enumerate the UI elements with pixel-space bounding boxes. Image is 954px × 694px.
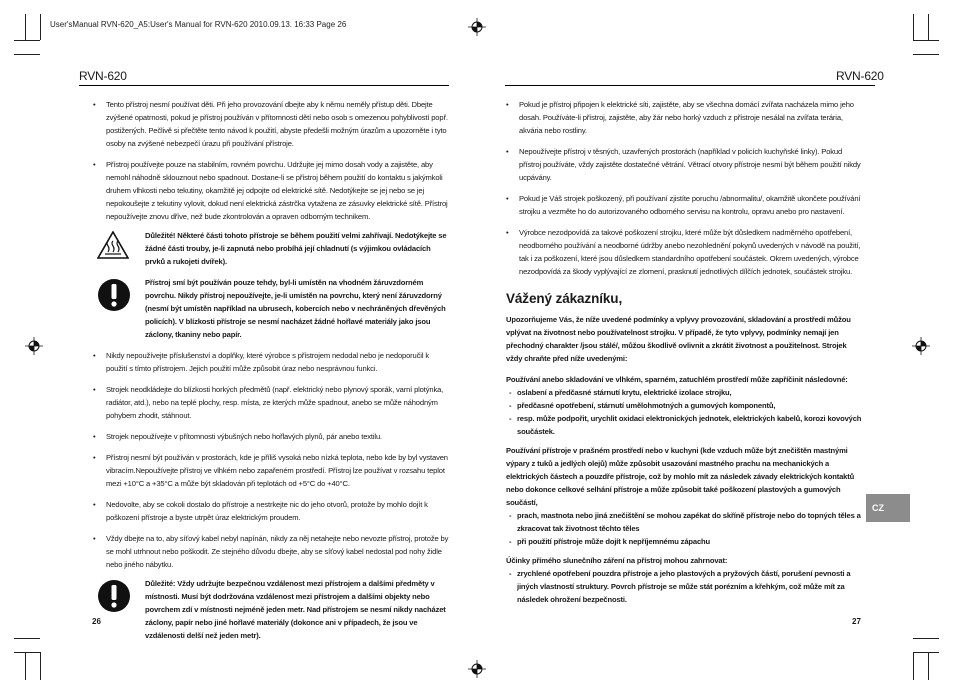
exclamation-icon [97, 278, 131, 312]
section-title: Vážený zákazníku, [506, 291, 623, 306]
list-item: • Nedovolte, aby se cokoli dostalo do přístroje a nestrkejte nic do jeho otvorů, protože by mohlo dojít k poškození přístroje a byste utrpět úraz elektrickým proudem. [93, 498, 451, 524]
crop-mark [40, 14, 41, 40]
crop-mark [913, 652, 939, 653]
crop-mark [25, 652, 26, 680]
right-page-body [506, 98, 864, 606]
list-item: • Strojek neodkládejte do blízkosti horkých předmětů (např. elektrický nebo plynový sporák, varní plotýnka, radiátor, atd.), nebo na teplé plochy, resp. místa, ze kterých může spadnout, anebo se může náhodným pohybem zhodit, stáhnout. [93, 383, 451, 422]
crop-mark [928, 14, 929, 40]
list-item: • Přístroj používejte pouze na stabilním, rovném povrchu. Udržujte jej mimo dosah vody a zajistěte, aby nemohl náhodně sklouznout nebo spadnout. Dostane-li se přístroj během použití do kontaktu s jakýmkoli druhem vlhkosti nebo tekutiny, okamžitě jej odpojte od elektrické sítě. Nedotýkejte se jej nebo se jej nepokoušejte z tekutiny vylovit, dokud není elektrická zástrčka vytažena ze zásuvky elektrické sítě. Přístroj nepoužívejte znovu dříve, než bude zkontrolován a opraven odborným technikem. [93, 158, 451, 223]
crop-mark [913, 54, 939, 55]
list-item: • Vždy dbejte na to, aby síťový kabel nebyl napínán, nikdy za něj netahejte nebo nevozte přístroj, protože by se mohl utrhnout nebo poškodit. Ze stejného důvodu dbejte, aby se síťový kabel nedostal pod nohy židle nebo jiného nábytku. [93, 532, 451, 571]
crop-mark [14, 40, 40, 41]
crop-mark [40, 652, 41, 680]
list-item: • Pokud je přístroj připojen k elektrické síti, zajistěte, aby se všechna domácí zvířata nacházela mimo jeho dosah. Používáte-li přístroj, zajistěte, aby žár nebo horký vzduch z přístroje nesálal na zvířata terária, akvária nebo rostliny. [506, 98, 864, 137]
warning-text: Důležité! Některé části tohoto přístroje se během použití velmi zahřívají. Nedotýkejte se žádné části trouby, je-li zapnutá nebo probíhá její chladnutí (s výjimkou ovládacích prvků a rukojeti dvířek). [145, 231, 447, 266]
crop-mark [913, 14, 914, 40]
exclamation-icon [97, 579, 131, 613]
crop-mark [913, 40, 939, 41]
list-item: - oslabení a předčasné stárnutí krytu, elektrické izolace strojku, [506, 386, 864, 399]
crop-mark [913, 638, 939, 639]
right-header-rule [505, 85, 875, 86]
list-item: - zrychlené opotřebení pouzdra přístroje a jeho plastových a pryžových částí, porušení pevnosti a jiných vlastností struktury. Povrch přístroje se může stát porézním a křehkým, což může mít za následek ohrožení bezpečnosti. [506, 567, 864, 606]
crop-mark [25, 14, 26, 40]
crop-mark [14, 54, 40, 55]
warning-hot-surface [97, 229, 451, 268]
crop-mark [14, 638, 40, 639]
page-number: 27 [852, 617, 861, 626]
warning-text: Důležité: Vždy udržujte bezpečnou vzdálenost mezi přístrojem a dalšími předměty v místnosti. Musí být dodržována vzdálenost mezi přístrojem a dalšími objekty nebo povrchem zdí v místnosti nejméně jeden metr. Nad přístrojem se nesmí nikdy nacházet záclony, papír nebo jiné hořlavé materiály (dokonce ani v případech, že jsou ve vzdálenosti delší než jeden metr). [145, 579, 446, 640]
language-tab-label: CZ [872, 503, 884, 513]
block-title: Používání přístroje v prašném prostředí nebo v kuchyni (kde vzduch může být znečištěn mastnými výpary z tuků a jedlých olejů) může způsobit usazování mastného prachu na mechanických a elektrických částech a pouzdře přístroje, což by mohlo mít za následek závady elektrických kontaktů nebo dokonce celkové selhání přístroje a může způsobit také poškození plastových a gumových součástí, [506, 446, 855, 507]
block-title: Účinky přímého slunečního záření na přístroj mohou zahrnovat: [506, 556, 728, 565]
warning-text: Přístroj smí být používán pouze tehdy, byl-li umístěn na vhodném žáruvzdorném povrchu. Nikdy přístroj nepoužívejte, je-li umístěn na povrchu, který není žáruvzdorný (nesmí být umístěn například na ubrusech, kobercích nebo v nechráněných dřevěných policích). V blízkosti přístroje se nesmí nacházet žádné hořlavé materiály jako jsou záclony, tkaniny nebo papír. [145, 278, 446, 339]
registration-mark-icon [912, 337, 930, 355]
list-item: • Nepoužívejte přístroj v těsných, uzavřených prostorách (například v policích kuchyňské linky). Pokud přístroj používáte, vždy zajistěte dostatečné větrání. Větrací otvory přístroje nesmí být během použití nikdy ucpávány. [506, 145, 864, 184]
block-title: Používání anebo skladování ve vlhkém, sparném, zatuchlém prostředí může zapříčinit následovné: [506, 375, 848, 384]
left-page-body [93, 98, 451, 650]
list-item: • Přístroj nesmí být používán v prostorách, kde je příliš vysoká nebo nízká teplota, nebo kde by byl vystaven vibracím.Nepoužívejte přístroj ve vlhkém nebo zapařeném prostředí. Přístroj lze používat v rozsahu teplot mezi +10°C a +35°C a může být skladován při teplotách od +5°C do +40°C. [93, 451, 451, 490]
warning-distance [97, 577, 451, 642]
right-page-header: RVN-620 [836, 69, 884, 83]
crop-mark [928, 652, 929, 680]
intro-paragraph: Upozorňujeme Vás, že níže uvedené podmínky a vplyvy provozování, skladování a prostředí můžou vplývat na životnost nebo používatelnost strojku. V případě, že tyto vplyvy, podmínky nemají jen přechodný charakter /jsou stálé/, můžou škodlivě ovlivnit a zkrátit životnost a použitelnost. Strojek vždy chraňte před níže uvedenými: [506, 315, 851, 363]
registration-mark-icon [468, 18, 486, 36]
list-item: - prach, mastnota nebo jiná znečištění se mohou zapékat do skříně přístroje nebo do topných těles a zkracovat tak životnost těchto těles [506, 509, 864, 535]
left-page-header: RVN-620 [79, 69, 127, 83]
language-tab [866, 494, 910, 522]
page-number: 26 [92, 617, 101, 626]
list-item: - předčasné opotřebení, stárnutí umělohmotných a gumových komponentů, [506, 399, 864, 412]
list-item: • Strojek nepoužívejte v přítomnosti výbušných nebo hořlavých plynů, pár anebo textilu. [93, 430, 451, 443]
hot-surface-warning-icon [97, 231, 129, 259]
list-item: • Nikdy nepoužívejte příslušenství a doplňky, které výrobce s přístrojem nedodal nebo je nedoporučil k použití s tímto přístrojem. Jejich použití může způsobit úraz nebo nesprávnou funkci. [93, 349, 451, 375]
list-item: • Výrobce nezodpovídá za takové poškození strojku, které může být důsledkem nadměrného opotřebení, neodborného používání a neodborné údržby anebo nezohlednění pokynů uvedených v návodě na použití, tak i za poškození, které jsou důsledkem standardního opotřebení součástek. Okrem uvedených, výrobce nezodpovídá za škody vyplývající ze zlomení, prasknutí jednotlivých dílčích jednotek, součástek strojku. [506, 226, 864, 278]
left-header-rule [79, 85, 449, 86]
list-item: • Tento přístroj nesmí používat děti. Při jeho provozování dbejte aby k němu neměly přístup děti. Dbejte zvýšené opatrnosti, pokud je přístroj používán v přítomnosti dětí nebo osob s omezenou pohyblivostí popř. postižených. Pečlivě si přečtěte tento návod k použití, abyste předešli možným úrazům a upozorněte i tyto osoby na zvýšené nebezpečí úrazu při používání přístroje. [93, 98, 451, 150]
registration-mark-icon [468, 660, 486, 678]
print-slug: User'sManual RVN-620_A5:User's Manual for RVN-620 2010.09.13. 16:33 Page 26 [50, 20, 347, 29]
list-item: - při použití přístroje může dojít k nepříjemnému zápachu [506, 535, 864, 548]
crop-mark [913, 652, 914, 680]
list-item: - resp. může podpořit, urychlit oxidaci elektronických jednotek, elektrických kabelů, korozi kovových součástek. [506, 412, 864, 438]
warning-surface [97, 276, 451, 341]
crop-mark [14, 652, 40, 653]
list-item: • Pokud je Váš strojek poškozený, při používaní zjistíte poruchu /abnormalitu/, okamžitě ukončete používání strojku a vezměte ho do autorizovaného odborného servisu na kontrolu, opravu anebo pro nastavení. [506, 192, 864, 218]
registration-mark-icon [25, 337, 43, 355]
